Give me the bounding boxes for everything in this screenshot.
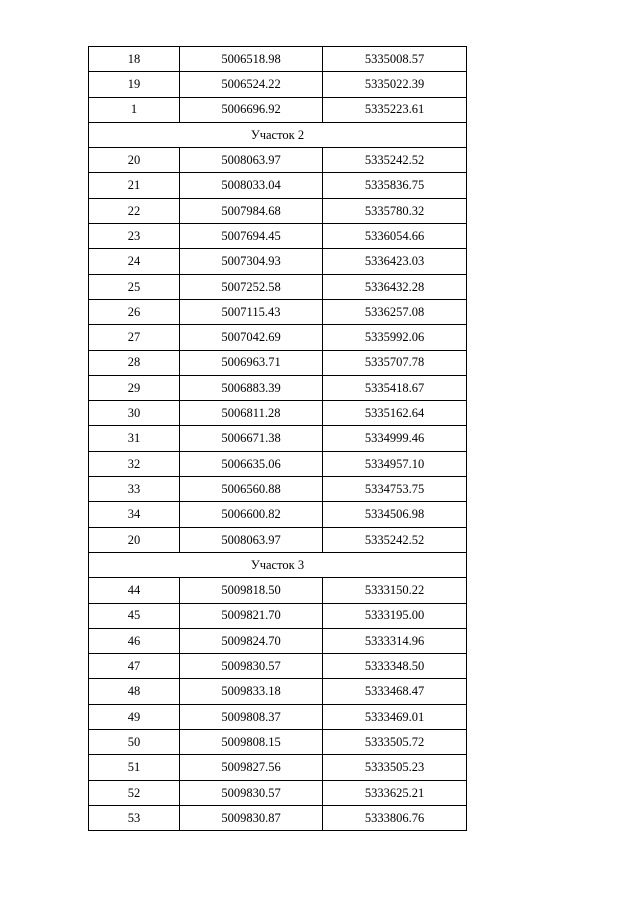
y-coordinate-cell: 5334506.98 [323,502,467,527]
point-number-cell: 32 [89,451,180,476]
y-coordinate-cell: 5335022.39 [323,72,467,97]
table-row [89,401,467,426]
x-coordinate-cell: 5006524.22 [180,72,323,97]
y-coordinate-cell: 5333314.96 [323,628,467,653]
point-number-cell: 50 [89,730,180,755]
table-row [89,654,467,679]
x-coordinate-cell: 5006600.82 [180,502,323,527]
table-row [89,249,467,274]
x-coordinate-cell: 5006560.88 [180,477,323,502]
x-coordinate-cell: 5009808.15 [180,730,323,755]
x-coordinate-cell: 5009808.37 [180,704,323,729]
x-coordinate-cell: 5007042.69 [180,325,323,350]
y-coordinate-cell: 5333348.50 [323,654,467,679]
y-coordinate-cell: 5335242.52 [323,527,467,552]
table-row [89,224,467,249]
table-row [89,274,467,299]
point-number-cell: 29 [89,375,180,400]
point-number-cell: 33 [89,477,180,502]
y-coordinate-cell: 5333505.72 [323,730,467,755]
x-coordinate-cell: 5009830.57 [180,654,323,679]
table-row [89,755,467,780]
x-coordinate-cell: 5009830.57 [180,780,323,805]
table-row [89,198,467,223]
y-coordinate-cell: 5336257.08 [323,299,467,324]
section-label: Участок 3 [89,552,467,577]
y-coordinate-cell: 5336054.66 [323,224,467,249]
coordinates-table-body [89,47,467,831]
point-number-cell: 49 [89,704,180,729]
x-coordinate-cell: 5008063.97 [180,148,323,173]
table-row [89,805,467,830]
table-row [89,148,467,173]
x-coordinate-cell: 5007694.45 [180,224,323,249]
table-row [89,477,467,502]
y-coordinate-cell: 5335242.52 [323,148,467,173]
x-coordinate-cell: 5006963.71 [180,350,323,375]
table-row [89,97,467,122]
x-coordinate-cell: 5009827.56 [180,755,323,780]
table-row [89,578,467,603]
section-label: Участок 2 [89,122,467,147]
point-number-cell: 18 [89,47,180,72]
x-coordinate-cell: 5006696.92 [180,97,323,122]
table-row [89,704,467,729]
table-row [89,173,467,198]
y-coordinate-cell: 5333150.22 [323,578,467,603]
y-coordinate-cell: 5333505.23 [323,755,467,780]
point-number-cell: 47 [89,654,180,679]
x-coordinate-cell: 5007252.58 [180,274,323,299]
point-number-cell: 27 [89,325,180,350]
x-coordinate-cell: 5006671.38 [180,426,323,451]
x-coordinate-cell: 5009818.50 [180,578,323,603]
table-row [89,730,467,755]
point-number-cell: 22 [89,198,180,223]
x-coordinate-cell: 5007115.43 [180,299,323,324]
point-number-cell: 30 [89,401,180,426]
table-row [89,502,467,527]
y-coordinate-cell: 5333806.76 [323,805,467,830]
y-coordinate-cell: 5333469.01 [323,704,467,729]
point-number-cell: 53 [89,805,180,830]
section-header-row [89,552,467,577]
y-coordinate-cell: 5335780.32 [323,198,467,223]
point-number-cell: 51 [89,755,180,780]
point-number-cell: 34 [89,502,180,527]
y-coordinate-cell: 5336432.28 [323,274,467,299]
point-number-cell: 25 [89,274,180,299]
y-coordinate-cell: 5333195.00 [323,603,467,628]
point-number-cell: 45 [89,603,180,628]
x-coordinate-cell: 5009824.70 [180,628,323,653]
point-number-cell: 48 [89,679,180,704]
point-number-cell: 52 [89,780,180,805]
y-coordinate-cell: 5335707.78 [323,350,467,375]
y-coordinate-cell: 5333625.21 [323,780,467,805]
y-coordinate-cell: 5334999.46 [323,426,467,451]
y-coordinate-cell: 5335836.75 [323,173,467,198]
x-coordinate-cell: 5007304.93 [180,249,323,274]
x-coordinate-cell: 5008063.97 [180,527,323,552]
point-number-cell: 20 [89,148,180,173]
x-coordinate-cell: 5009821.70 [180,603,323,628]
y-coordinate-cell: 5334753.75 [323,477,467,502]
table-row [89,603,467,628]
table-row [89,375,467,400]
point-number-cell: 21 [89,173,180,198]
point-number-cell: 1 [89,97,180,122]
y-coordinate-cell: 5335992.06 [323,325,467,350]
y-coordinate-cell: 5335162.64 [323,401,467,426]
point-number-cell: 28 [89,350,180,375]
x-coordinate-cell: 5007984.68 [180,198,323,223]
y-coordinate-cell: 5334957.10 [323,451,467,476]
table-row [89,299,467,324]
point-number-cell: 44 [89,578,180,603]
table-row [89,780,467,805]
x-coordinate-cell: 5009830.87 [180,805,323,830]
table-row [89,451,467,476]
point-number-cell: 46 [89,628,180,653]
table-row [89,47,467,72]
coordinates-table [88,46,467,831]
point-number-cell: 23 [89,224,180,249]
y-coordinate-cell: 5335418.67 [323,375,467,400]
point-number-cell: 26 [89,299,180,324]
point-number-cell: 20 [89,527,180,552]
point-number-cell: 24 [89,249,180,274]
table-row [89,72,467,97]
table-row [89,628,467,653]
table-row [89,679,467,704]
point-number-cell: 19 [89,72,180,97]
x-coordinate-cell: 5009833.18 [180,679,323,704]
table-row [89,426,467,451]
section-header-row [89,122,467,147]
point-number-cell: 31 [89,426,180,451]
x-coordinate-cell: 5006811.28 [180,401,323,426]
table-row [89,527,467,552]
y-coordinate-cell: 5336423.03 [323,249,467,274]
x-coordinate-cell: 5006883.39 [180,375,323,400]
y-coordinate-cell: 5333468.47 [323,679,467,704]
y-coordinate-cell: 5335008.57 [323,47,467,72]
x-coordinate-cell: 5008033.04 [180,173,323,198]
y-coordinate-cell: 5335223.61 [323,97,467,122]
x-coordinate-cell: 5006518.98 [180,47,323,72]
x-coordinate-cell: 5006635.06 [180,451,323,476]
table-row [89,350,467,375]
table-row [89,325,467,350]
